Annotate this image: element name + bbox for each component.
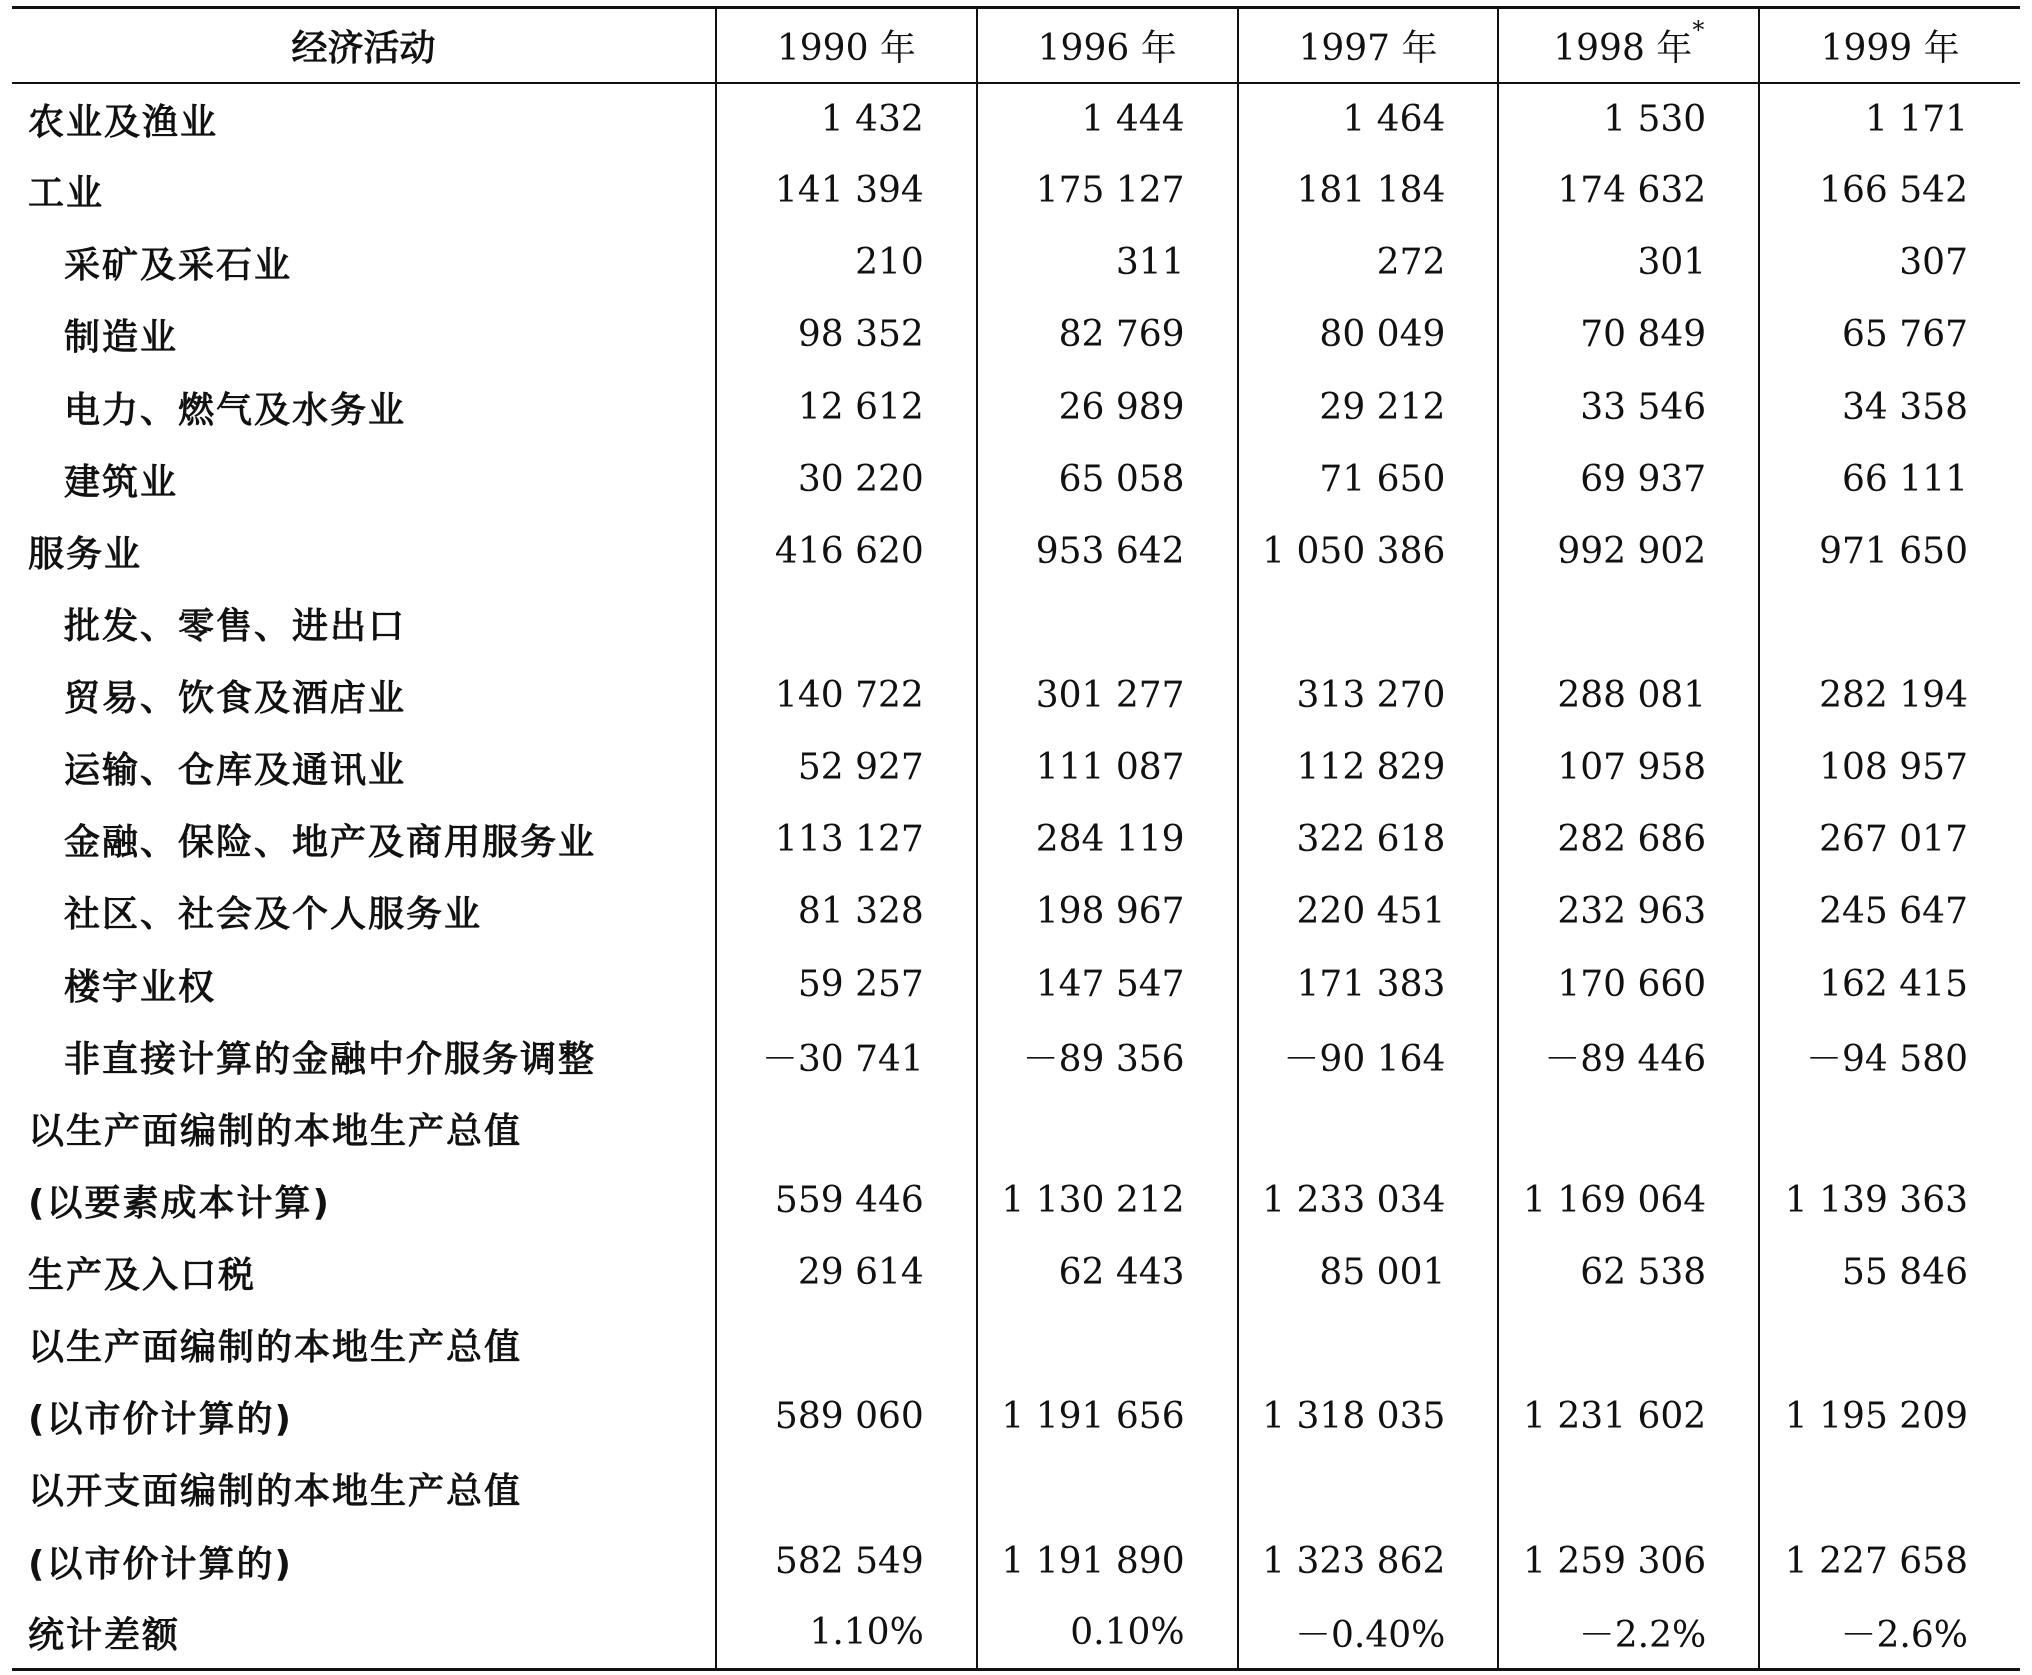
table-cell: －89 446	[1498, 1020, 1759, 1092]
table-cell: 322 618	[1238, 804, 1499, 876]
row-label: 以生产面编制的本地生产总值	[28, 1110, 523, 1152]
table-row	[12, 227, 2020, 299]
header-1990: 1990 年	[716, 8, 977, 83]
table-cell	[1238, 1453, 1499, 1525]
table-cell: 1 323 862	[1238, 1525, 1499, 1597]
table-cell: 589 060	[716, 1381, 977, 1453]
table-cell: 174 632	[1498, 155, 1759, 227]
table-cell: 210	[716, 227, 977, 299]
table-row	[12, 371, 2020, 443]
table-row	[12, 1525, 2020, 1597]
table-cell: 34 358	[1759, 371, 2020, 443]
table-cell: 71 650	[1238, 443, 1499, 515]
row-label: 工业	[28, 173, 105, 215]
table-cell: 59 257	[716, 948, 977, 1020]
table-row	[12, 587, 2020, 659]
table-cell: 1 444	[977, 83, 1238, 155]
table-cell: 12 612	[716, 371, 977, 443]
table-cell: 267 017	[1759, 804, 2020, 876]
table-cell: 245 647	[1759, 876, 2020, 948]
table-cell: 311	[977, 227, 1238, 299]
table-cell	[1759, 1092, 2020, 1164]
table-cell	[977, 1309, 1238, 1381]
row-label: 采矿及采石业	[64, 245, 293, 287]
table-cell: 147 547	[977, 948, 1238, 1020]
row-label: (以市价计算的)	[28, 1399, 293, 1441]
table-row	[12, 1453, 2020, 1525]
table-row	[12, 443, 2020, 515]
table-cell: 971 650	[1759, 515, 2020, 587]
table-cell: 1 191 656	[977, 1381, 1238, 1453]
table-cell: 1 231 602	[1498, 1381, 1759, 1453]
table-cell: 141 394	[716, 155, 977, 227]
economic-activity-table	[12, 6, 2020, 1671]
row-label: 制造业	[64, 317, 179, 359]
row-label: 以生产面编制的本地生产总值	[28, 1327, 523, 1369]
table-cell: 140 722	[716, 660, 977, 732]
header-1997: 1997 年	[1238, 8, 1499, 83]
table-row	[12, 83, 2020, 155]
row-label: 贸易、饮食及酒店业	[64, 678, 407, 720]
table-cell	[1238, 1309, 1499, 1381]
table-cell: 85 001	[1238, 1237, 1499, 1309]
table-row	[12, 1309, 2020, 1381]
table-cell: 55 846	[1759, 1237, 2020, 1309]
table-cell: 1 530	[1498, 83, 1759, 155]
table-cell	[716, 1092, 977, 1164]
table-cell: 52 927	[716, 732, 977, 804]
table-row	[12, 660, 2020, 732]
table-cell: 181 184	[1238, 155, 1499, 227]
table-cell: 416 620	[716, 515, 977, 587]
table-cell: 29 614	[716, 1237, 977, 1309]
row-label: 楼宇业权	[64, 966, 217, 1008]
table-cell: 1 050 386	[1238, 515, 1499, 587]
table-cell: 1.10%	[716, 1597, 977, 1669]
table-cell	[1498, 1309, 1759, 1381]
table-cell: 1 464	[1238, 83, 1499, 155]
table-cell: 171 383	[1238, 948, 1499, 1020]
table-cell: －94 580	[1759, 1020, 2020, 1092]
row-label: 金融、保险、地产及商用服务业	[64, 822, 597, 864]
economic-activity-table-wrapper	[12, 6, 2020, 1671]
table-row	[12, 948, 2020, 1020]
table-cell: 66 111	[1759, 443, 2020, 515]
table-cell	[1498, 1453, 1759, 1525]
table-cell: 26 989	[977, 371, 1238, 443]
table-row	[12, 732, 2020, 804]
table-cell	[1238, 587, 1499, 659]
table-cell	[716, 587, 977, 659]
table-cell: 198 967	[977, 876, 1238, 948]
table-cell: 1 171	[1759, 83, 2020, 155]
header-1998-footnote-mark: *	[1692, 15, 1705, 44]
table-row	[12, 1020, 2020, 1092]
table-cell: 112 829	[1238, 732, 1499, 804]
table-cell	[977, 1453, 1238, 1525]
table-cell: 220 451	[1238, 876, 1499, 948]
row-label: 生产及入口税	[28, 1255, 257, 1297]
table-cell: 272	[1238, 227, 1499, 299]
table-cell: －0.40%	[1238, 1597, 1499, 1669]
table-cell: 70 849	[1498, 299, 1759, 371]
row-label: 统计差额	[12, 1597, 716, 1669]
table-cell: 1 318 035	[1238, 1381, 1499, 1453]
table-cell: 111 087	[977, 732, 1238, 804]
row-label: 非直接计算的金融中介服务调整	[64, 1038, 597, 1080]
table-cell: 559 446	[716, 1164, 977, 1236]
table-cell: 65 058	[977, 443, 1238, 515]
table-cell: 81 328	[716, 876, 977, 948]
table-row	[12, 155, 2020, 227]
table-cell: 30 220	[716, 443, 977, 515]
table-cell: 1 191 890	[977, 1525, 1238, 1597]
row-label: 农业及渔业	[28, 101, 219, 143]
row-label: 社区、社会及个人服务业	[64, 894, 483, 936]
table-cell	[1759, 1453, 2020, 1525]
table-cell: 62 443	[977, 1237, 1238, 1309]
table-cell: 282 686	[1498, 804, 1759, 876]
table-row	[12, 1237, 2020, 1309]
table-cell	[977, 1092, 1238, 1164]
table-cell: 175 127	[977, 155, 1238, 227]
row-label: 运输、仓库及通讯业	[64, 750, 407, 792]
table-cell: 65 767	[1759, 299, 2020, 371]
table-cell	[977, 587, 1238, 659]
table-cell: 33 546	[1498, 371, 1759, 443]
table-cell: 170 660	[1498, 948, 1759, 1020]
table-cell: 29 212	[1238, 371, 1499, 443]
table-cell: 1 227 658	[1759, 1525, 2020, 1597]
table-cell	[1498, 1092, 1759, 1164]
header-row	[12, 8, 2020, 83]
table-cell: 284 119	[977, 804, 1238, 876]
table-cell	[716, 1309, 977, 1381]
table-cell: 1 233 034	[1238, 1164, 1499, 1236]
table-row	[12, 1597, 2020, 1669]
table-cell: 1 432	[716, 83, 977, 155]
table-cell: 232 963	[1498, 876, 1759, 948]
table-row	[12, 299, 2020, 371]
table-row	[12, 515, 2020, 587]
table-cell	[716, 1453, 977, 1525]
table-cell: －2.6%	[1759, 1597, 2020, 1669]
table-cell	[1238, 1092, 1499, 1164]
table-row	[12, 1164, 2020, 1236]
table-cell: －2.2%	[1498, 1597, 1759, 1669]
row-label: (以要素成本计算)	[28, 1182, 331, 1224]
table-cell: 82 769	[977, 299, 1238, 371]
header-1999: 1999 年	[1759, 8, 2020, 83]
row-label: (以市价计算的)	[28, 1543, 293, 1585]
table-cell: 582 549	[716, 1525, 977, 1597]
table-cell: 1 195 209	[1759, 1381, 2020, 1453]
table-cell: －90 164	[1238, 1020, 1499, 1092]
table-row	[12, 1381, 2020, 1453]
table-row	[12, 876, 2020, 948]
table-cell: 108 957	[1759, 732, 2020, 804]
table-cell: 301 277	[977, 660, 1238, 732]
table-cell: 282 194	[1759, 660, 2020, 732]
table-cell: 1 139 363	[1759, 1164, 2020, 1236]
table-cell: －89 356	[977, 1020, 1238, 1092]
table-cell: 307	[1759, 227, 2020, 299]
table-cell: 953 642	[977, 515, 1238, 587]
table-cell: 62 538	[1498, 1237, 1759, 1309]
row-label: 批发、零售、进出口	[64, 605, 407, 647]
table-cell: 69 937	[1498, 443, 1759, 515]
table-cell: 301	[1498, 227, 1759, 299]
table-cell: －30 741	[716, 1020, 977, 1092]
table-row	[12, 1092, 2020, 1164]
table-cell	[1759, 1309, 2020, 1381]
table-cell: 107 958	[1498, 732, 1759, 804]
row-label: 电力、燃气及水务业	[64, 389, 407, 431]
table-cell: 98 352	[716, 299, 977, 371]
table-cell: 166 542	[1759, 155, 2020, 227]
table-cell: 1 259 306	[1498, 1525, 1759, 1597]
header-1998	[1498, 8, 1759, 83]
table-cell: 288 081	[1498, 660, 1759, 732]
table-cell: 80 049	[1238, 299, 1499, 371]
table-row	[12, 804, 2020, 876]
row-label: 建筑业	[64, 461, 179, 503]
table-cell: 162 415	[1759, 948, 2020, 1020]
header-activity: 经济活动	[12, 8, 716, 83]
table-cell: 113 127	[716, 804, 977, 876]
header-1996: 1996 年	[977, 8, 1238, 83]
table-cell: 992 902	[1498, 515, 1759, 587]
row-label: 以开支面编制的本地生产总值	[28, 1471, 523, 1513]
row-label: 服务业	[28, 533, 143, 575]
table-cell	[1759, 587, 2020, 659]
table-cell: 0.10%	[977, 1597, 1238, 1669]
table-body	[12, 83, 2020, 1670]
table-cell: 1 169 064	[1498, 1164, 1759, 1236]
table-cell: 1 130 212	[977, 1164, 1238, 1236]
header-1998-label: 1998 年	[1553, 27, 1693, 69]
table-cell: 313 270	[1238, 660, 1499, 732]
table-cell	[1498, 587, 1759, 659]
